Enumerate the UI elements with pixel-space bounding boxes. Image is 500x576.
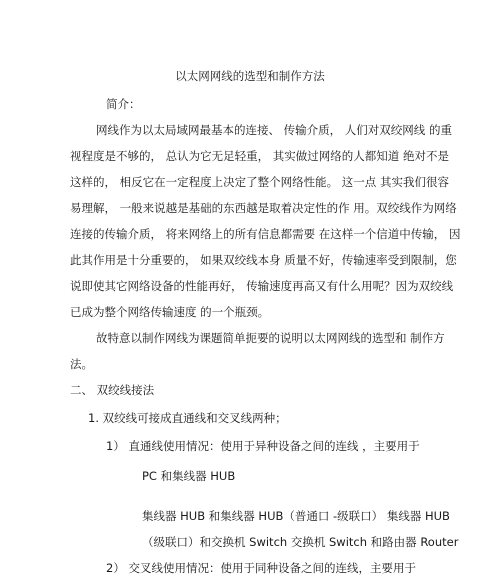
item-1-1: 1） 直通线使用情况：使用于异种设备之间的连线 ，主要用于 [106,439,420,453]
item-1-1-a: PC 和集线器 HUB [142,469,236,483]
item-1-1-b-line-1: 集线器 HUB 和集线器 HUB（普通口 -级联口） 集线器 HUB [142,509,450,523]
intro-line-4: 易理解， 一般来说越是基础的东西越是取着决定性的作 用。双绞线作为网络 [70,201,457,215]
item-1-1-b-line-2: （级联口）和交换机 Switch 交换机 Switch 和路由器 Router [142,535,459,549]
intro-line-2: 视程度是不够的， 总认为它无足轻重， 其实做过网络的人都知道 绝对不是 [70,149,449,163]
intro-line-3: 这样的， 相反它在一定程度上决定了整个网络性能。 这一点 其实我们很容 [70,175,449,189]
section-two-heading: 二、 双绞线接法 [70,383,155,397]
intro-line-1: 网线作为以太局域网最基本的连接、 传输介质， 人们对双绞网线 的重 [96,123,452,137]
document-title: 以太网网线的选型和制作方法 [175,69,325,83]
item-1: 1. 双绞线可接成直通线和交叉线两种； [88,411,287,425]
purpose-line-1: 故特意以制作网线为课题简单扼要的说明以太网网线的选型和 制作方 [96,331,445,345]
item-1-2-partial: 2） 交叉线使用情况：使用于同种设备之间的连线，主要用于 [106,561,416,575]
intro-line-8: 已成为整个网络传输速度 的一个瓶颈。 [70,305,270,319]
purpose-line-2: 法。 [70,357,93,371]
intro-line-6: 此其作用是十分重要的， 如果双绞线本身 质量不好，传输速率受到限制，您 [70,253,457,267]
intro-line-7: 说即使其它网络设备的性能再好， 传输速度再高又有什么用呢？因为双绞线 [70,279,454,293]
intro-heading: 简介： [106,97,141,111]
intro-line-5: 连接的传输介质， 将来网络上的所有信息都需要 在这样一个信道中传输， 因 [70,227,461,241]
